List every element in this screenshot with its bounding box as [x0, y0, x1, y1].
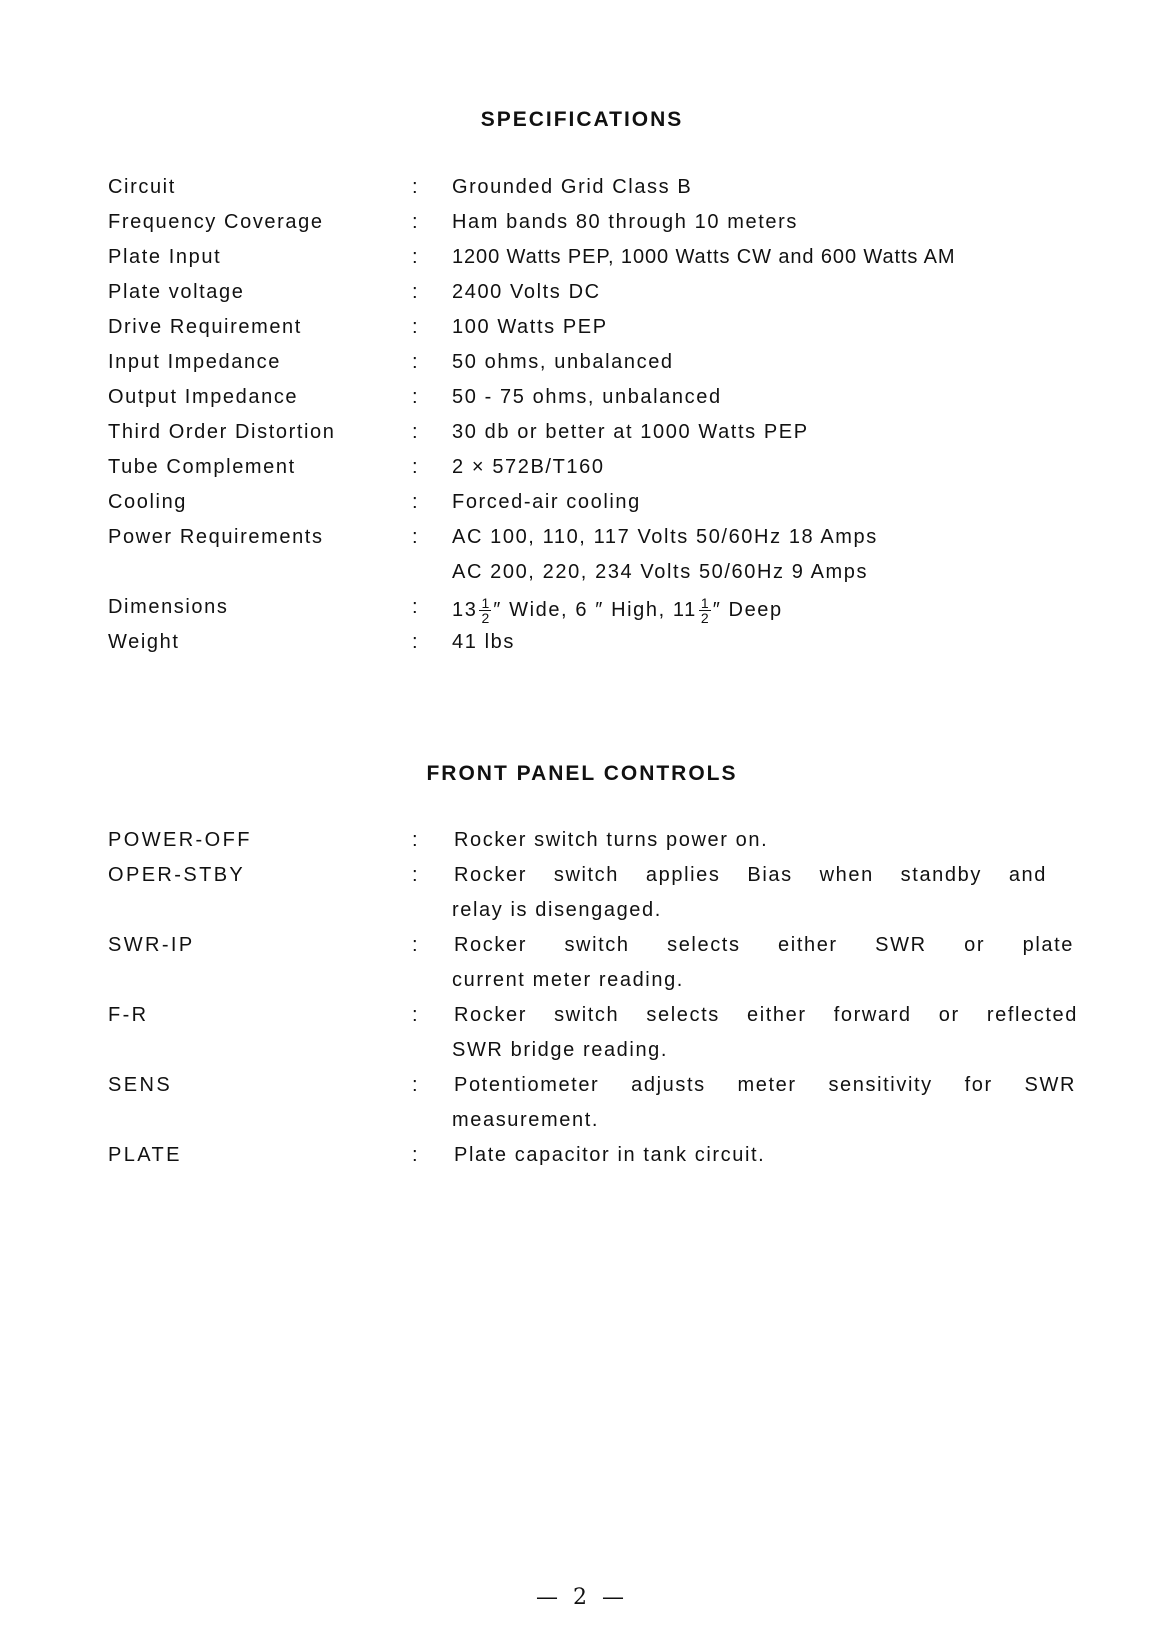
fraction-denominator: 2 — [481, 610, 490, 626]
spec-value: 2400 Volts DC — [452, 281, 601, 303]
spec-row-tube — [0, 456, 1164, 486]
control-value-continued: SWR bridge reading. — [452, 1039, 669, 1061]
spec-value: Forced-air cooling — [452, 491, 641, 513]
dimension-end: ″ Deep — [712, 598, 783, 621]
control-label: OPER-STBY — [108, 864, 246, 886]
control-value-continued: current meter reading. — [452, 969, 684, 991]
spec-row-output-impedance — [0, 386, 1164, 416]
spec-label: Tube Complement — [108, 456, 296, 478]
spec-row-weight — [0, 631, 1164, 661]
spec-value-dimensions — [452, 596, 783, 625]
spec-row-cooling — [0, 491, 1164, 521]
control-value: Rocker switch selects either forward or reflected — [454, 1004, 1078, 1026]
colon: : — [412, 246, 420, 268]
fraction-numerator: 1 — [481, 595, 490, 611]
colon: : — [412, 351, 420, 373]
spec-row-dimensions — [0, 596, 1164, 626]
spec-value: AC 100, 110, 117 Volts 50/60Hz 18 Amps — [452, 526, 878, 548]
control-value: Potentiometer adjusts meter sensitivity for SWR — [454, 1074, 1076, 1096]
spec-value-continued: AC 200, 220, 234 Volts 50/60Hz 9 Amps — [452, 561, 869, 583]
colon: : — [412, 316, 420, 338]
colon: : — [412, 491, 420, 513]
control-row-power-off — [0, 829, 1164, 859]
dimension-width-whole: 13 — [452, 598, 478, 621]
colon: : — [412, 456, 420, 478]
spec-row-power — [0, 526, 1164, 556]
colon: : — [412, 386, 420, 408]
spec-row-circuit — [0, 176, 1164, 206]
control-row-swr-ip — [0, 934, 1164, 964]
control-row-oper-stby — [0, 864, 1164, 894]
control-row-f-r — [0, 1004, 1164, 1034]
colon: : — [412, 526, 420, 548]
colon: : — [412, 1074, 420, 1096]
fraction-half — [479, 596, 491, 625]
control-value-continued: measurement. — [452, 1109, 600, 1131]
spec-label: Dimensions — [108, 596, 229, 618]
spec-value: 30 db or better at 1000 Watts PEP — [452, 421, 809, 443]
spec-row-frequency — [0, 211, 1164, 241]
spec-value: Ham bands 80 through 10 meters — [452, 211, 798, 233]
spec-label: Plate Input — [108, 246, 222, 268]
control-label: SWR-IP — [108, 934, 195, 956]
spec-row-input-impedance — [0, 351, 1164, 381]
spec-value: 1200 Watts PEP, 1000 Watts CW and 600 Watts AM — [452, 246, 956, 268]
control-value: Rocker switch applies Bias when standby and — [454, 864, 1047, 886]
colon: : — [412, 829, 420, 851]
control-row-sens — [0, 1074, 1164, 1104]
colon: : — [412, 1004, 420, 1026]
spec-label: Circuit — [108, 176, 176, 198]
front-panel-title: FRONT PANEL CONTROLS — [426, 762, 738, 785]
spec-label: Frequency Coverage — [108, 211, 324, 233]
spec-label: Input Impedance — [108, 351, 281, 373]
spec-label: Plate voltage — [108, 281, 245, 303]
colon: : — [412, 1144, 420, 1166]
control-label: POWER-OFF — [108, 829, 252, 851]
fraction-half — [699, 596, 711, 625]
colon: : — [412, 631, 420, 653]
fraction-numerator: 1 — [700, 595, 709, 611]
spec-label: Third Order Distortion — [108, 421, 336, 443]
control-value: Rocker switch turns power on. — [454, 829, 769, 851]
specifications-title: SPECIFICATIONS — [480, 108, 684, 131]
spec-label: Power Requirements — [108, 526, 324, 548]
spec-value: 2 × 572B/T160 — [452, 456, 605, 478]
control-row-plate — [0, 1144, 1164, 1174]
colon: : — [412, 281, 420, 303]
colon: : — [412, 596, 420, 618]
fraction-denominator: 2 — [700, 610, 709, 626]
colon: : — [412, 421, 420, 443]
colon: : — [412, 176, 420, 198]
spec-label: Cooling — [108, 491, 188, 513]
spec-label: Weight — [108, 631, 180, 653]
colon: : — [412, 864, 420, 886]
control-value-continued: relay is disengaged. — [452, 899, 662, 921]
spec-label: Output Impedance — [108, 386, 299, 408]
dimension-middle: ″ Wide, 6 ″ High, 11 — [493, 598, 697, 621]
control-value: Plate capacitor in tank circuit. — [454, 1144, 766, 1166]
spec-label: Drive Requirement — [108, 316, 302, 338]
control-label: PLATE — [108, 1144, 182, 1166]
colon: : — [412, 211, 420, 233]
spec-row-drive — [0, 316, 1164, 346]
spec-row-distortion — [0, 421, 1164, 451]
spec-value: 100 Watts PEP — [452, 316, 608, 338]
spec-value: 50 - 75 ohms, unbalanced — [452, 386, 722, 408]
spec-value: 41 lbs — [452, 631, 515, 653]
spec-value: 50 ohms, unbalanced — [452, 351, 674, 373]
spec-row-plate-input — [0, 246, 1164, 276]
control-label: F-R — [108, 1004, 149, 1026]
control-value: Rocker switch selects either SWR or plate — [454, 934, 1074, 956]
control-label: SENS — [108, 1074, 173, 1096]
spec-value: Grounded Grid Class B — [452, 176, 693, 198]
spec-row-plate-voltage — [0, 281, 1164, 311]
page-number: — 2 — — [536, 1585, 628, 1610]
colon: : — [412, 934, 420, 956]
